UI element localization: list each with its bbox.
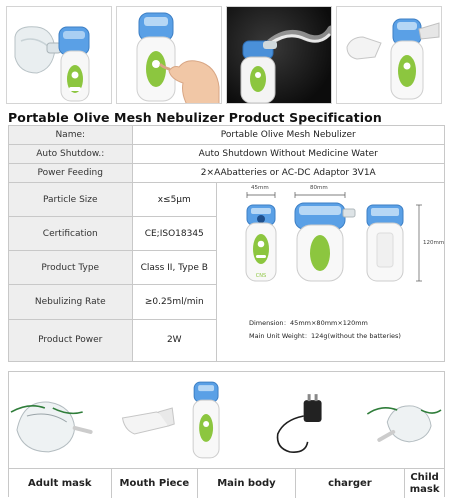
dimension-figure bbox=[217, 183, 445, 362]
device-logo: CNS bbox=[255, 273, 267, 279]
thumbnail-device-hand[interactable] bbox=[116, 6, 222, 104]
spec-label: Product Type bbox=[9, 251, 133, 285]
spec-label: Name: bbox=[9, 126, 133, 145]
device-side-view bbox=[295, 203, 355, 281]
thumbnail-device-with-mask[interactable] bbox=[6, 6, 112, 104]
child-mask-image bbox=[367, 406, 441, 442]
accessory-label-main-body: Main body bbox=[198, 468, 296, 498]
depth-label: 80mm bbox=[310, 185, 328, 191]
width-label: 45mm bbox=[251, 185, 269, 191]
spec-value: CE;ISO18345 bbox=[132, 217, 216, 251]
spec-value: ≥0.25ml/min bbox=[132, 285, 216, 319]
dimension-text: Dimension：45mm×80mm×120mm bbox=[249, 319, 368, 327]
device-mist-image bbox=[227, 7, 332, 104]
spec-value: 2×AAbatteries or AC-DC Adaptor 3V1A bbox=[132, 164, 444, 183]
thumbnail-strip bbox=[6, 6, 446, 104]
spec-label: Nebulizing Rate bbox=[9, 285, 133, 319]
device-with-mask-image bbox=[7, 7, 112, 104]
spec-table bbox=[8, 125, 445, 362]
spec-label: Power Feeding bbox=[9, 164, 133, 183]
spec-value: Portable Olive Mesh Nebulizer bbox=[132, 126, 444, 145]
thumbnail-device-mist[interactable] bbox=[226, 6, 332, 104]
device-mouthpiece-image bbox=[337, 7, 442, 104]
table-row bbox=[9, 145, 445, 164]
device-back-view bbox=[367, 205, 403, 281]
spec-label: Product Power bbox=[9, 319, 133, 361]
accessories-labels bbox=[9, 468, 444, 498]
table-row bbox=[9, 126, 445, 145]
accessory-label-adult-mask: Adult mask bbox=[9, 468, 112, 498]
page-title: Portable Olive Mesh Nebulizer Product Specification bbox=[8, 110, 382, 125]
adult-mask-image bbox=[11, 402, 91, 452]
accessory-label-mouth-piece: Mouth Piece bbox=[112, 468, 199, 498]
device-front-view bbox=[246, 205, 276, 281]
accessories-panel bbox=[8, 371, 445, 497]
spec-label: Certification bbox=[9, 217, 133, 251]
spec-value: Auto Shutdown Without Medicine Water bbox=[132, 145, 444, 164]
height-label: 120mm bbox=[423, 240, 445, 246]
mouth-piece-image bbox=[122, 408, 174, 434]
spec-value: 2W bbox=[132, 319, 216, 361]
thumbnail-device-mouthpiece[interactable] bbox=[336, 6, 442, 104]
accessory-label-charger: charger bbox=[296, 468, 406, 498]
main-body-image bbox=[193, 382, 219, 458]
table-row bbox=[9, 164, 445, 183]
weight-text: Main Unit Weight：124g(without the batteries) bbox=[249, 332, 401, 340]
spec-value: x≤5μm bbox=[132, 183, 216, 217]
device-hand-image bbox=[117, 7, 222, 104]
table-row bbox=[9, 183, 445, 217]
spec-label: Particle Size bbox=[9, 183, 133, 217]
spec-label: Auto Shutdow.: bbox=[9, 145, 133, 164]
spec-value: Class II, Type B bbox=[132, 251, 216, 285]
accessories-images bbox=[9, 372, 444, 468]
accessory-label-child-mask: Child mask bbox=[405, 468, 444, 498]
charger-image bbox=[278, 394, 322, 452]
